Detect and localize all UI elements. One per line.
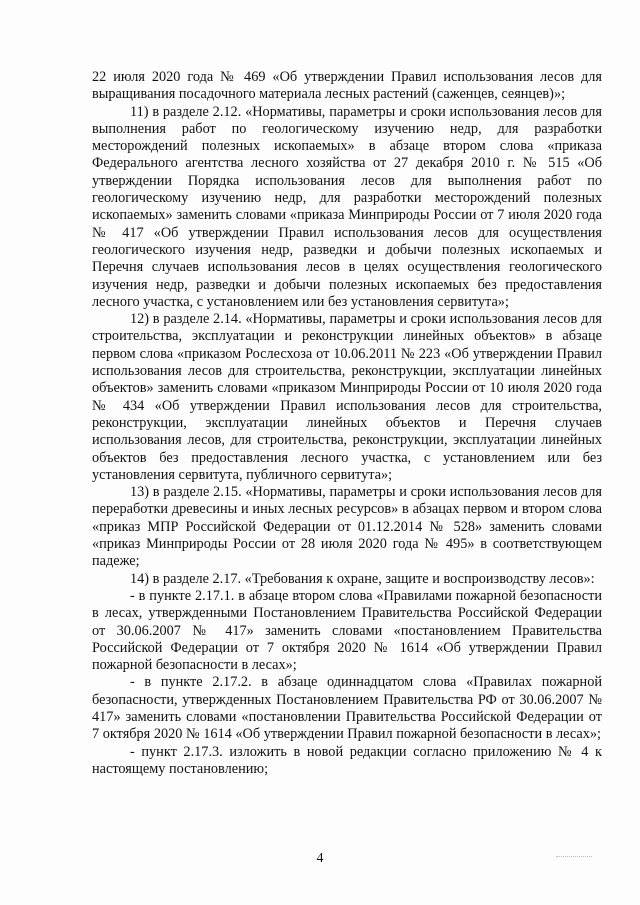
paragraph: - в пункте 2.17.1. в абзаце втором слова «Правилами пожарной безопасности в лесах, утвержденными Постановлением Правительства Российской Федерации от 30.06.2007 № 417» заменить словами «постановлением Правительства Российской Федерации от 7 октября 2020 № 1614 «Об утверждении Правил пожарной безопасности в лесах»; [92, 587, 602, 674]
paragraph: - пункт 2.17.3. изложить в новой редакции согласно приложению № 4 к настоящему постановлению; [92, 743, 602, 777]
paragraph: - в пункте 2.17.2. в абзаце одиннадцатом слова «Правилах пожарной безопасности, утвержденных Постановлением Правительства РФ от 30.06.2007 № 417» заменить словами «постановлении Правительства Российской Федерации от 7 октября 2020 № 1614 «Об утверждении Правил пожарной безопасности в лесах»; [92, 674, 602, 743]
scan-artifact [556, 856, 592, 859]
page-number: 4 [316, 851, 324, 866]
paragraph: 11) в разделе 2.12. «Нормативы, параметры и сроки использования лесов для выполнения работ по геологическому изучению недр, для разработки месторождений полезных ископаемых» в абзаце втором слова «приказа Федерального агентства лесного хозяйства от 27 декабря 2010 г. № 515 «Об утверждении Порядка использования лесов для выполнения работ по геологическому изучению недр, для разработки месторождений полезных ископаемых» заменить словами «приказа Минприроды России от 7 июля 2020 года № 417 «Об утверждении Правил использования лесов для осуществления геологического изучения недр, разведки и добычи полезных ископаемых и Перечня случаев использования лесов в целях осуществления геологического изучения недр, разведки и добычи полезных ископаемых без предоставления лесного участка, с установлением или без установления сервитута»; [92, 103, 602, 310]
paragraph: 13) в разделе 2.15. «Нормативы, параметры и сроки использования лесов для переработки древесины и иных лесных ресурсов» в абзацах первом и втором слова «приказ МПР Российской Федерации от 01.12.2014 № 528» заменить словами «приказ Минприроды России от 28 июля 2020 года № 495» в соответствующем падеже; [92, 484, 602, 570]
document-body [92, 69, 602, 778]
paragraph: 22 июля 2020 года № 469 «Об утверждении Правил использования лесов для выращивания посадочного материала лесных растений (саженцев, сеянцев)»; [92, 69, 602, 103]
paragraph: 14) в разделе 2.17. «Требования к охране, защите и воспроизводству лесов»: [130, 570, 595, 587]
paragraph: 12) в разделе 2.14. «Нормативы, параметры и сроки использования лесов для строительства, эксплуатации и реконструкции линейных объектов» в абзаце первом слова «приказом Рослесхоза от 10.06.2011 № 223 «Об утверждении Правил использования лесов для строительства, реконструкции, эксплуатации линейных объектов» заменить словами «приказом Минприроды России от 10 июля 2020 года № 434 «Об утверждении Правил использования лесов для строительства, реконструкции, эксплуатации линейных объектов и Перечня случаев использования лесов, для строительства, реконструкции, эксплуатации линейных объектов без предоставления лесного участка, с установлением или без установления сервитута, публичного сервитута»; [92, 311, 602, 483]
